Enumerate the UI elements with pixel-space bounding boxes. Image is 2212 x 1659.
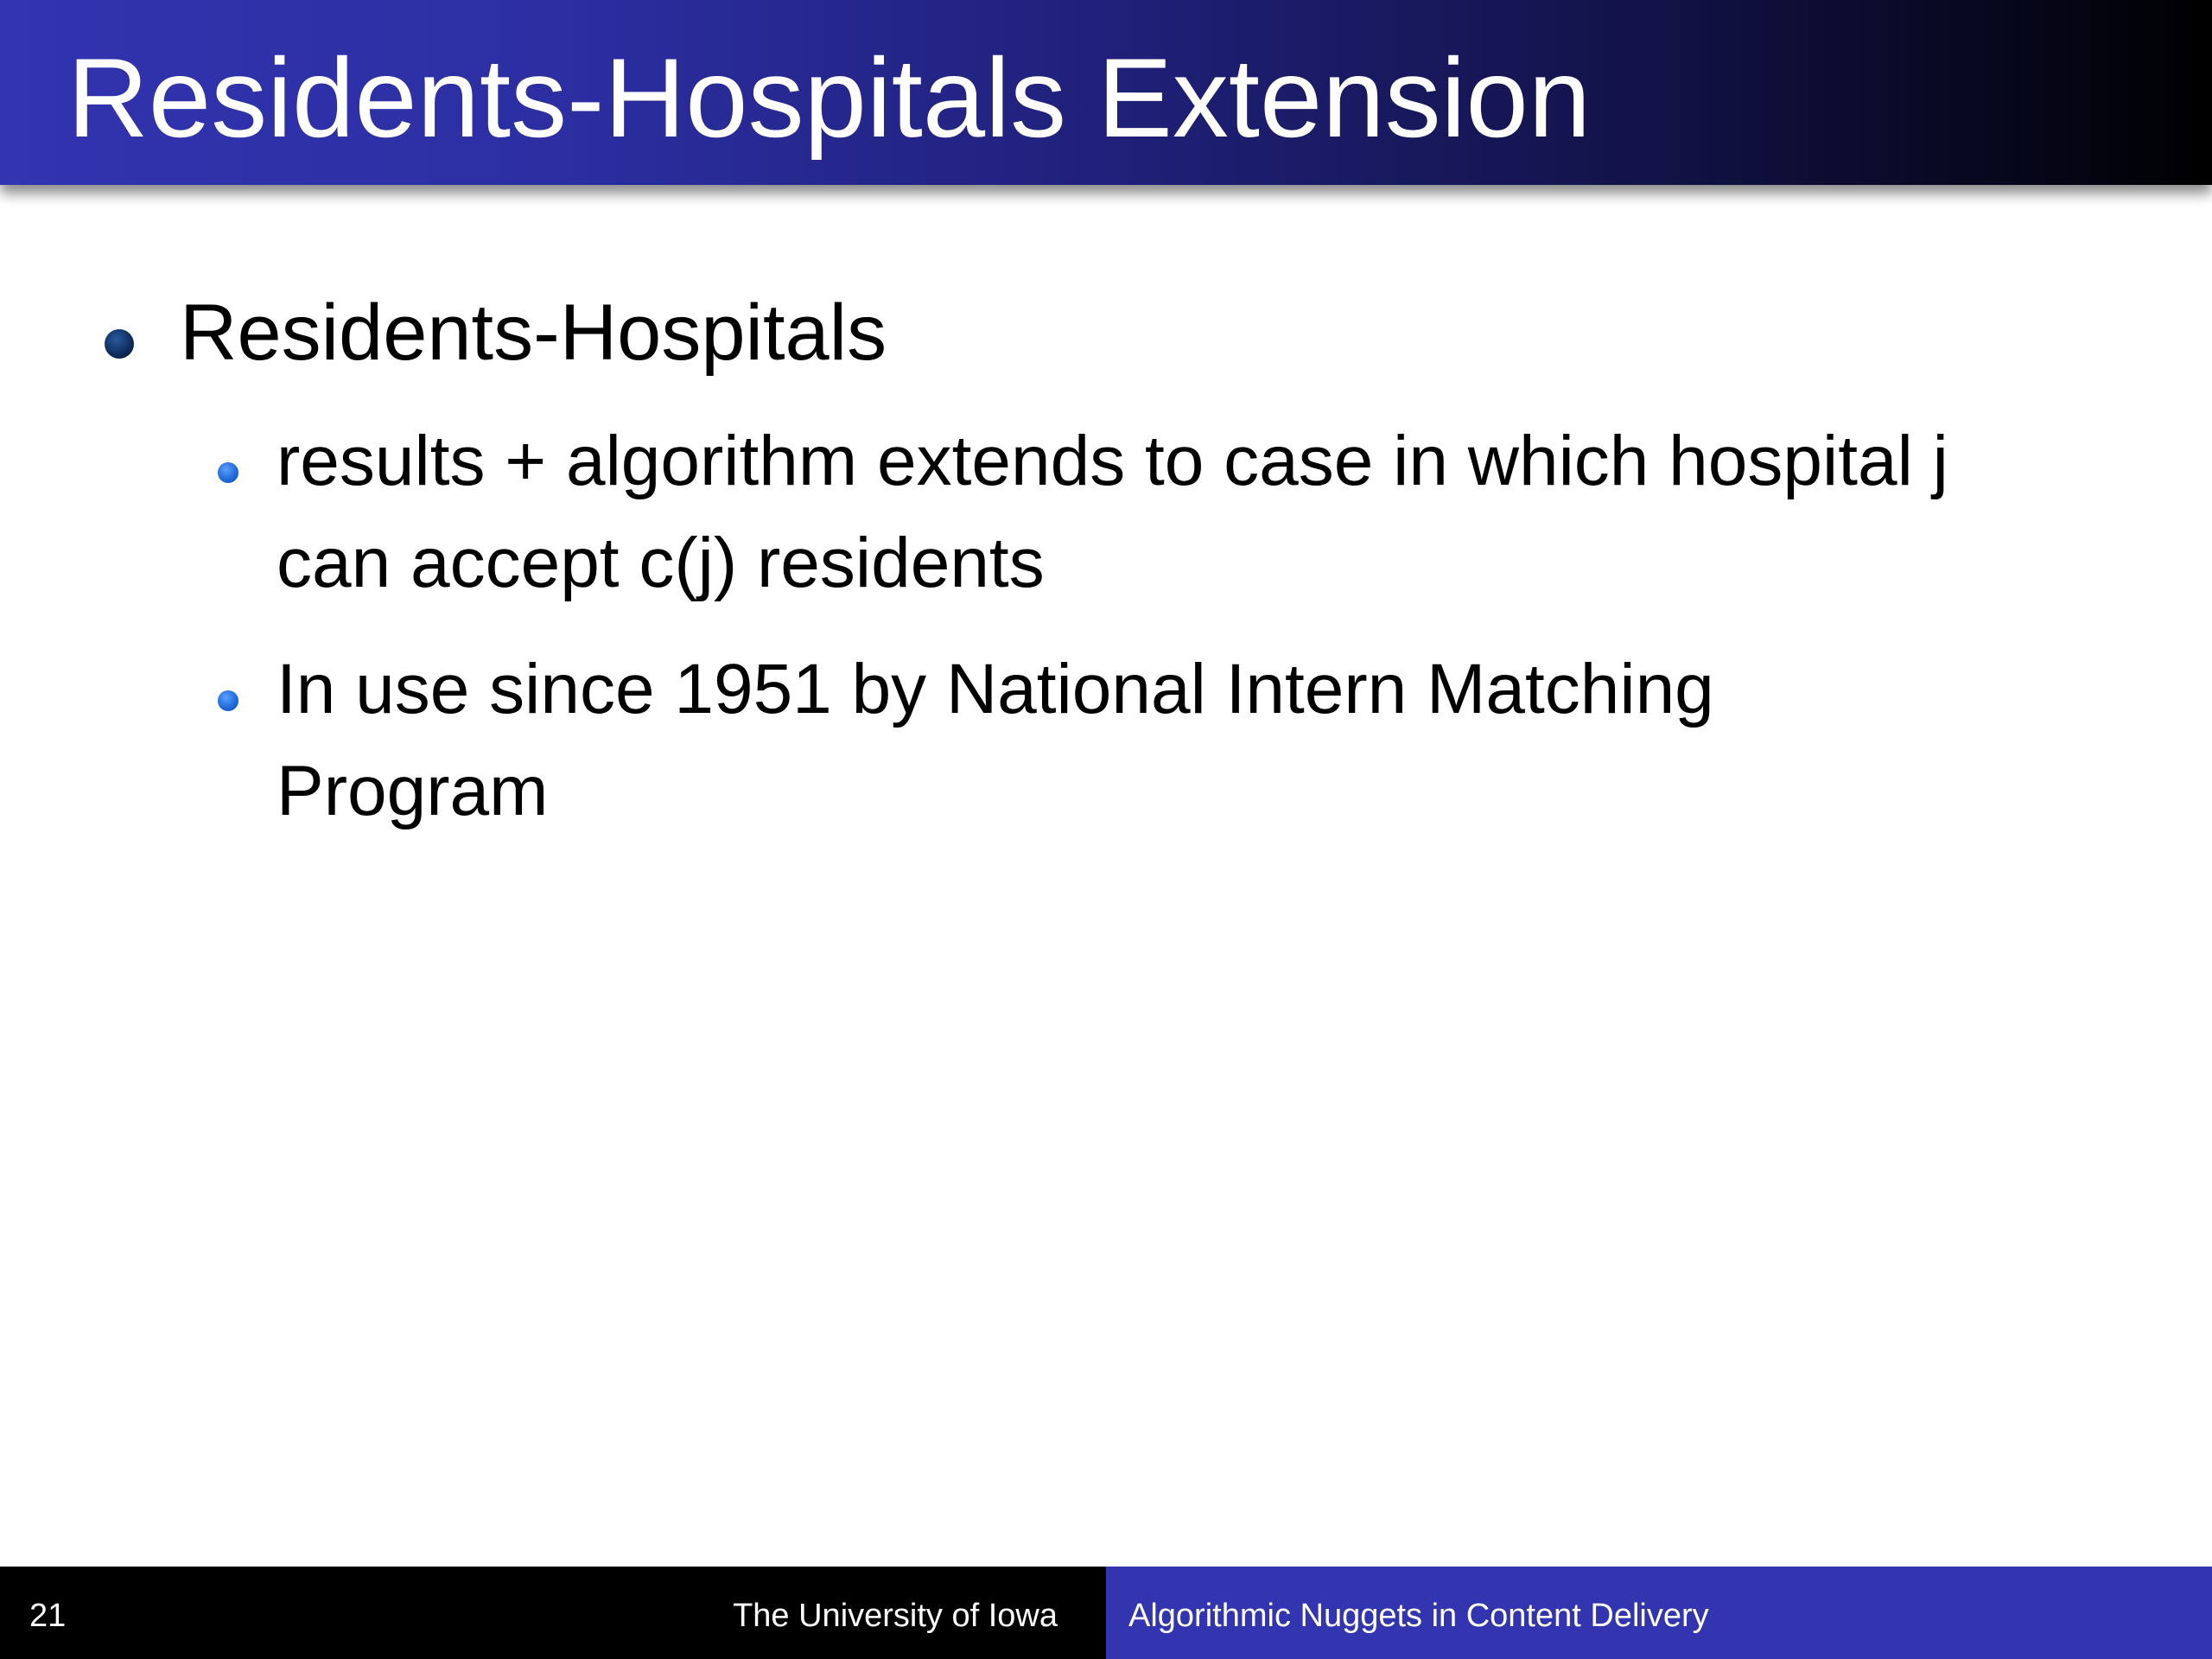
footer-institution: The University of Iowa <box>733 1598 1058 1634</box>
footer-course-title: Algorithmic Nuggets in Content Delivery <box>1128 1598 1709 1634</box>
sub-bullet-text: results + algorithm extends to case in which hospital j can accept c(j) residents <box>276 422 1948 602</box>
title-bar <box>0 0 2212 185</box>
bullet-text: Residents-Hospitals <box>180 289 887 377</box>
bullet-icon <box>105 329 134 359</box>
sub-bullet-icon <box>218 690 238 711</box>
slide-title: Residents-Hospitals Extension <box>67 35 1592 161</box>
sub-bullet-text: In use since 1951 by National Intern Matching Program <box>276 650 1714 830</box>
slide-number: 21 <box>29 1598 67 1634</box>
sub-bullet-icon <box>218 462 238 483</box>
